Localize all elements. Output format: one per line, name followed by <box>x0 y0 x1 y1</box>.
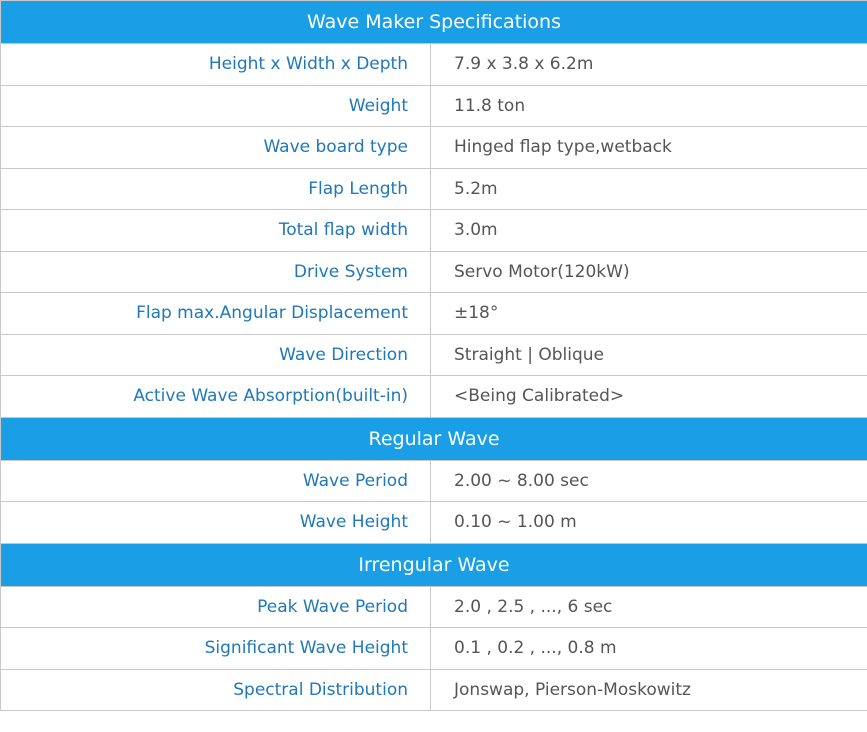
row-label: Wave Period <box>1 460 431 502</box>
table-row <box>1 334 867 376</box>
row-value: Hinged flap type,wetback <box>431 127 867 169</box>
row-label: Spectral Distribution <box>1 669 431 711</box>
row-label: Wave board type <box>1 127 431 169</box>
row-value: Jonswap, Pierson-Moskowitz <box>431 669 867 711</box>
row-value: 7.9 x 3.8 x 6.2m <box>431 44 867 86</box>
section-title: Irrengular Wave <box>1 543 867 586</box>
row-value: 11.8 ton <box>431 85 867 127</box>
row-label: Significant Wave Height <box>1 628 431 670</box>
table-row <box>1 669 867 711</box>
section-title: Wave Maker Specifications <box>1 1 867 44</box>
row-label: Wave Direction <box>1 334 431 376</box>
row-value: Servo Motor(120kW) <box>431 251 867 293</box>
row-label: Flap Length <box>1 168 431 210</box>
row-label: Peak Wave Period <box>1 586 431 628</box>
section-title: Regular Wave <box>1 417 867 460</box>
row-value: 0.1 , 0.2 , ..., 0.8 m <box>431 628 867 670</box>
section-header-row <box>1 1 867 44</box>
table-row <box>1 168 867 210</box>
row-label: Weight <box>1 85 431 127</box>
table-row <box>1 460 867 502</box>
section-header-row <box>1 543 867 586</box>
row-label: Drive System <box>1 251 431 293</box>
row-value: Straight | Oblique <box>431 334 867 376</box>
table-row <box>1 376 867 418</box>
table-row <box>1 44 867 86</box>
table-row <box>1 210 867 252</box>
row-value: 0.10 ~ 1.00 m <box>431 502 867 544</box>
row-label: Wave Height <box>1 502 431 544</box>
table-row <box>1 628 867 670</box>
table-row <box>1 293 867 335</box>
table-row <box>1 127 867 169</box>
row-value: ±18° <box>431 293 867 335</box>
row-value: 2.00 ~ 8.00 sec <box>431 460 867 502</box>
row-label: Active Wave Absorption(built-in) <box>1 376 431 418</box>
row-value: <Being Calibrated> <box>431 376 867 418</box>
row-label: Height x Width x Depth <box>1 44 431 86</box>
row-value: 3.0m <box>431 210 867 252</box>
table-row <box>1 502 867 544</box>
row-label: Flap max.Angular Displacement <box>1 293 431 335</box>
row-value: 2.0 , 2.5 , ..., 6 sec <box>431 586 867 628</box>
row-label: Total flap width <box>1 210 431 252</box>
table-row <box>1 586 867 628</box>
table-row <box>1 251 867 293</box>
row-value: 5.2m <box>431 168 867 210</box>
section-header-row <box>1 417 867 460</box>
table-row <box>1 85 867 127</box>
